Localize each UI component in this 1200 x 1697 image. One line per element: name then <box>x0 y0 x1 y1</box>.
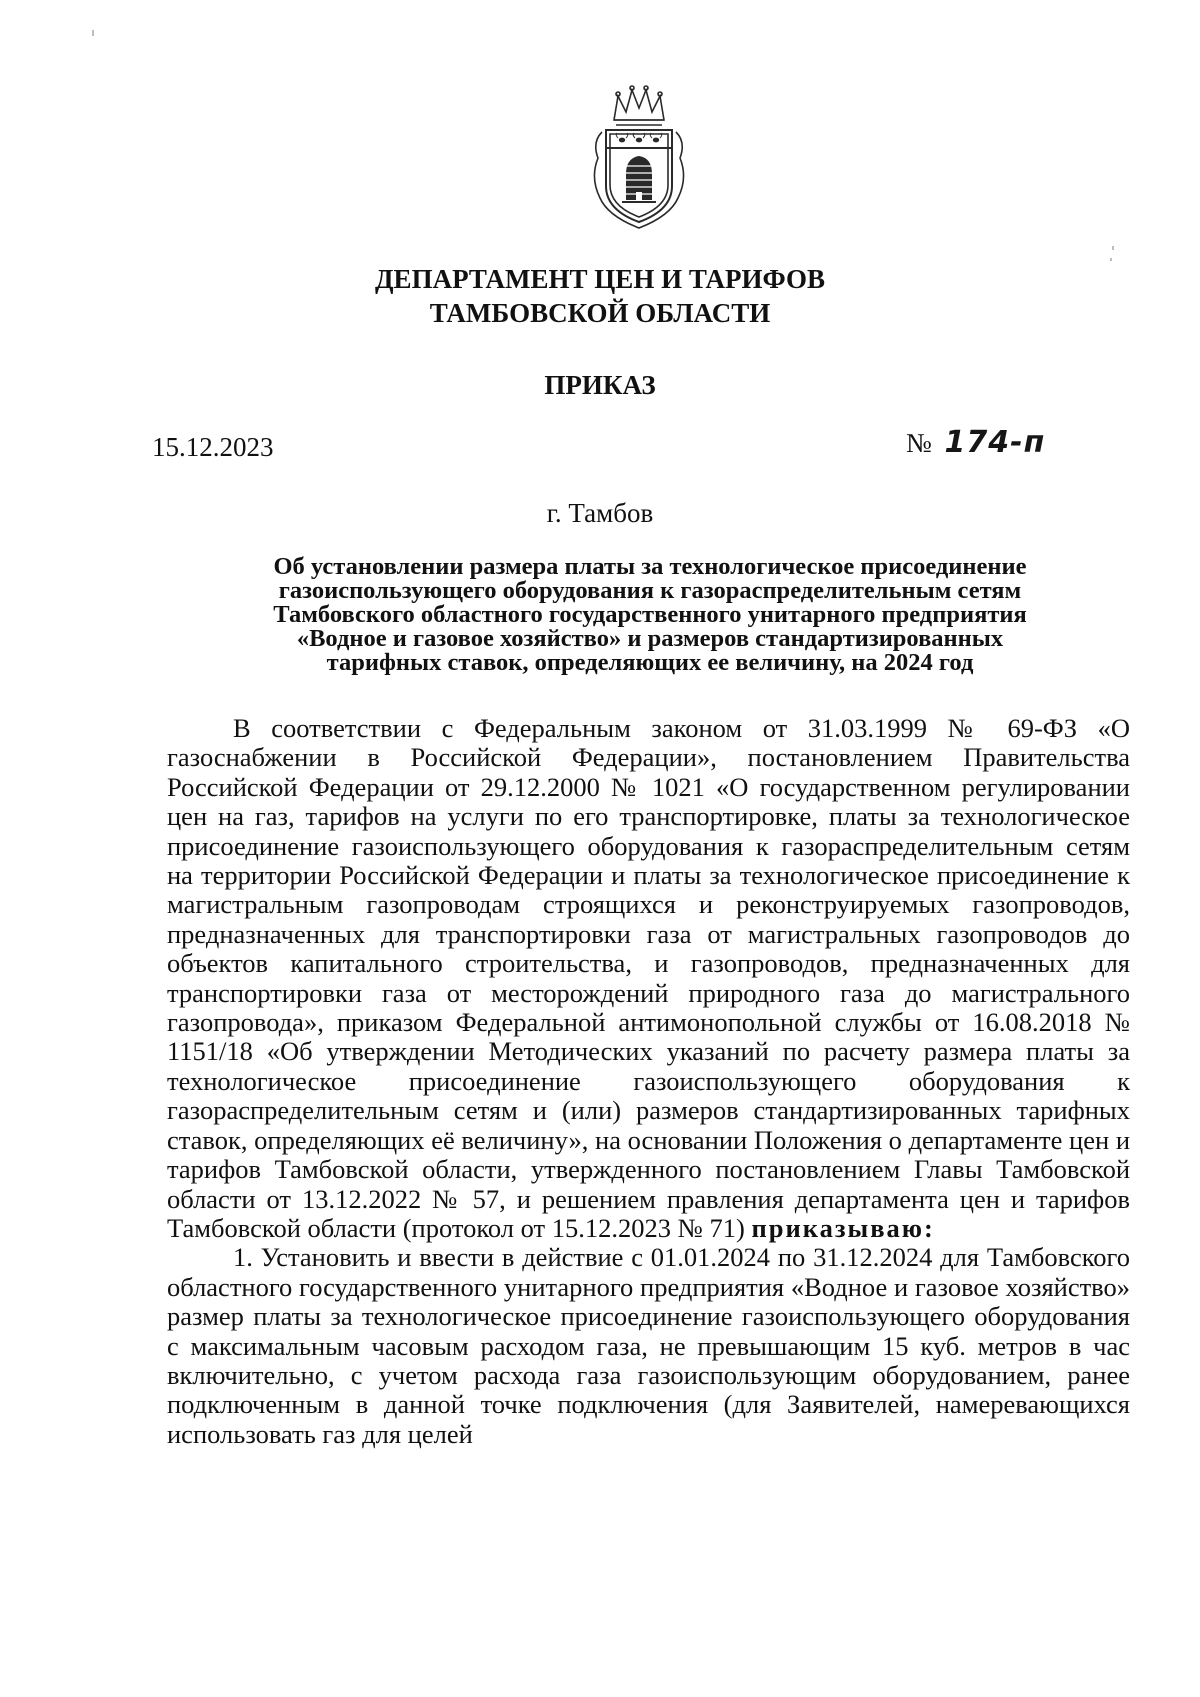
document-body <box>167 714 1130 1449</box>
subject-line-4: «Водное и газовое хозяйство» и размеров стандартизированных <box>296 625 1004 652</box>
document-subject <box>170 555 1130 675</box>
department-line-1: ДЕПАРТАМЕНТ ЦЕН И ТАРИФОВ <box>374 264 826 294</box>
scan-speck <box>1110 258 1112 261</box>
preamble-text: В соответствии с Федеральным законом от 31.03.1999 № 69-ФЗ «О газоснабжении в Российской Федерации», постановлением Правительства Российской Федерации от 29.12.2000 № 1021 «О государственном регулировании цен на газ, тарифов на услуги по его транспортировке, платы за технологическое присоединение газоиспользующего оборудования к газораспределительным сетям на территории Российской Федерации и платы за технологическое присоединение к магистральным газопроводам строящихся и реконструируемых газопроводов, предназначенных для транспортировки газа от магистральных газопроводов до объектов капитального строительства, и газопроводов, предназначенных для транспортировки газа от месторождений природного газа до магистрального газопровода», приказом Федеральной антимонопольной службы от 16.08.2018 № 1151/18 «Об утверждении Методических указаний по расчету размера платы за технологическое присоединение газоиспользующего оборудования к газораспределительным сетям и (или) размеров стандартизированных тарифных ставок, определяющих её величину», на основании Положения о департаменте цен и тарифов Тамбовской области, утвержденного постановлением Главы Тамбовской области от 13.12.2022 № 57, и решением правления департамента цен и тарифов Тамбовской области (протокол от 15.12.2023 № 71) <box>167 713 1130 1243</box>
document-city: г. Тамбов <box>546 498 654 528</box>
coat-of-arms-icon <box>584 82 694 232</box>
subject-line-1: Об установлении размера платы за технологическое присоединение <box>273 553 1027 580</box>
subject-line-3: Тамбовского областного государственного унитарного предприятия <box>273 601 1027 628</box>
department-name <box>0 262 1200 330</box>
document-number <box>906 426 1045 460</box>
number-label: № <box>906 428 932 458</box>
preamble-paragraph <box>167 714 1130 1243</box>
item-1-paragraph: 1. Установить и ввести в действие с 01.01.2024 по 31.12.2024 для Тамбовского областного государственного унитарного предприятия «Водное и газовое хозяйство» размер платы за технологическое присоединение газоиспользующего оборудования с максимальным часовым расходом газа, не превышающим 15 куб. метров в час включительно, с учетом расхода газа газоиспользующим оборудованием, ранее подключенным в данной точке подключения (для Заявителей, намеревающихся использовать газ для целей <box>167 1242 1130 1449</box>
scan-speck <box>92 30 94 36</box>
department-line-2: ТАМБОВСКОЙ ОБЛАСТИ <box>429 298 771 328</box>
scan-speck <box>1112 246 1114 250</box>
document-date: 15.12.2023 <box>152 432 274 462</box>
subject-line-5: тарифных ставок, определяющих ее величину, на 2024 год <box>326 649 974 676</box>
subject-line-2: газоиспользующего оборудования к газораспределительным сетям <box>278 577 1022 604</box>
document-type: ПРИКАЗ <box>544 370 656 400</box>
number-value: 174-п <box>944 425 1046 460</box>
order-word: приказываю: <box>751 1212 935 1243</box>
